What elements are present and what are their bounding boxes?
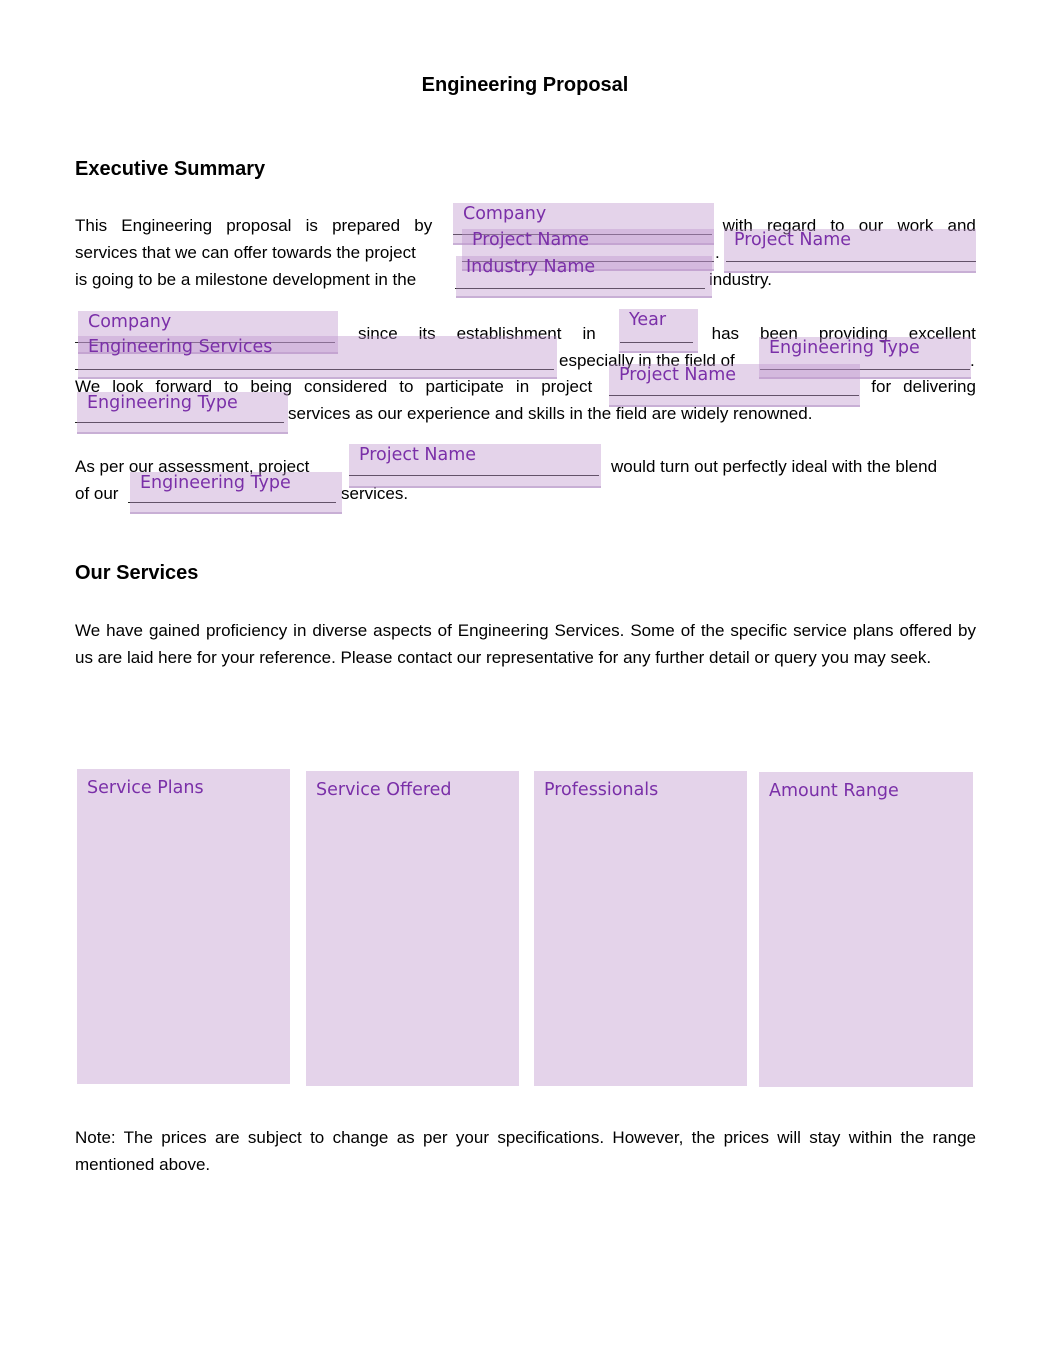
word: proposal	[226, 216, 292, 235]
p2-line-2b: .	[970, 351, 975, 370]
word: to	[399, 377, 414, 396]
word: to	[830, 216, 845, 235]
word: forward	[155, 377, 213, 396]
word: Engineering	[121, 216, 213, 235]
column-label: Service Plans	[87, 778, 204, 798]
word: project	[541, 377, 593, 396]
p1-line-3a: is going to be a milestone development in the	[75, 270, 417, 289]
word: is	[305, 216, 318, 235]
engineering-type-field[interactable]	[130, 472, 342, 514]
engineering-type-field[interactable]	[77, 392, 288, 434]
word: in	[515, 377, 530, 396]
column-label: Service Offered	[316, 780, 452, 800]
p2-line-2a: especially in the field of	[559, 351, 735, 370]
p3-line-1b: would turn out perfectly ideal with the blend	[611, 457, 938, 476]
year-field-label: Year	[629, 310, 667, 330]
our-services-body: We have gained proficiency in diverse aspects of Engineering Services. Some of the specific service plans offered by us are laid here for your reference. Please contact our representative for any further detail or query you may seek.	[75, 621, 976, 667]
p2-line-4: services as our experience and skills in the field are widely renowned.	[288, 404, 813, 423]
executive-summary-heading: Executive Summary	[75, 158, 266, 180]
word: delivering	[903, 377, 976, 396]
word: since	[357, 324, 398, 343]
engineering-services-field-label: Engineering Services	[88, 337, 273, 357]
p3-line-2a: of our	[75, 484, 119, 503]
engineering-type-field-label: Engineering Type	[87, 393, 238, 413]
project-name-field[interactable]	[609, 364, 860, 407]
company-field-label: Company	[463, 204, 547, 224]
word: in	[582, 324, 596, 343]
engineering-type-field-label: Engineering Type	[769, 338, 920, 358]
word: providing	[818, 324, 888, 343]
word: work	[897, 216, 934, 235]
professionals-column[interactable]	[534, 771, 747, 1086]
word: by	[414, 216, 433, 235]
industry-name-field[interactable]	[456, 256, 712, 298]
word: We	[75, 377, 101, 396]
word: being	[250, 377, 292, 396]
p3-line-1a: As per our assessment, project	[75, 457, 310, 476]
project-name-field-label: Project Name	[734, 230, 852, 250]
our-services-heading: Our Services	[75, 562, 199, 584]
service-plans-column[interactable]	[77, 769, 290, 1084]
project-name-field-label: Project Name	[359, 445, 477, 465]
p1-line-3b: industry.	[709, 270, 772, 289]
word: has	[711, 324, 740, 343]
word: excellent	[908, 324, 976, 343]
word: regard	[767, 216, 817, 235]
word: and	[947, 216, 976, 235]
word: establishment	[456, 324, 562, 343]
amount-range-column[interactable]	[759, 772, 973, 1087]
industry-name-field-label: Industry Name	[466, 257, 596, 277]
word: its	[418, 324, 436, 343]
word: for	[871, 377, 892, 396]
note-text: Note: The prices are subject to change as per your specifications. However, the prices will stay within the range mentioned above.	[75, 1128, 976, 1174]
p1-line-2a: services that we can offer towards the project	[75, 243, 416, 262]
p1-line-2b: .	[715, 243, 720, 262]
project-name-field-label: Project Name	[472, 230, 590, 250]
year-field[interactable]	[619, 309, 698, 353]
word: prepared	[332, 216, 401, 235]
service-offered-column[interactable]	[306, 771, 519, 1086]
word: to	[224, 377, 239, 396]
engineering-services-field[interactable]	[78, 336, 557, 379]
word: with	[722, 216, 753, 235]
document-title: Engineering Proposal	[421, 74, 629, 96]
word: our	[858, 216, 884, 235]
column-label: Professionals	[544, 780, 659, 800]
word: look	[112, 377, 144, 396]
project-name-field[interactable]	[349, 444, 601, 488]
p3-line-2b: services.	[341, 484, 409, 503]
word: considered	[304, 377, 388, 396]
company-field-label: Company	[88, 312, 172, 332]
column-label: Amount Range	[769, 781, 899, 801]
word: been	[760, 324, 798, 343]
engineering-type-field-label: Engineering Type	[140, 473, 291, 493]
word: This	[75, 216, 108, 235]
project-name-field[interactable]	[724, 229, 976, 273]
word: participate	[425, 377, 504, 396]
project-name-field-label: Project Name	[619, 365, 737, 385]
